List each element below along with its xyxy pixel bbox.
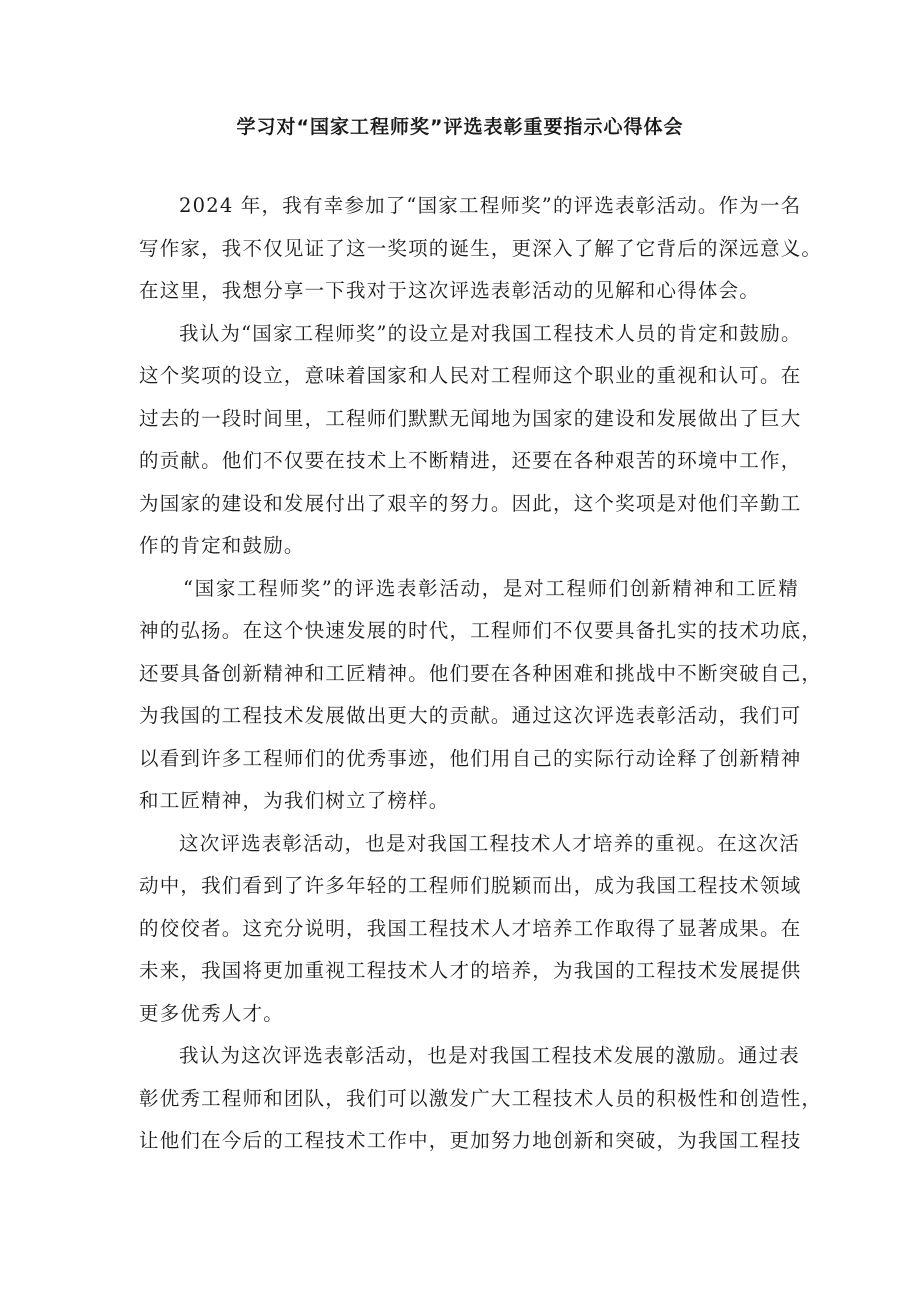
document-body [139,185,823,1163]
paragraph-2-line-2: 这个奖项的设立，意味着国家和人民对工程师这个职业的重视和认可。在 [139,364,802,387]
paragraph-3-line-6: 和工匠精神，为我们树立了榜样。 [139,789,450,812]
paragraph-4-line-3: 的佼佼者。这充分说明，我国工程技术人才培养工作取得了显著成果。在 [139,916,802,940]
paragraph-2-line-1: 我认为“国家工程师奖”的设立是对我国工程技术人员的肯定和鼓励。 [179,321,802,345]
paragraph-4-line-4: 未来，我国将更加重视工程技术人才的培养，为我国的工程技术发展提供 [139,959,802,982]
paragraph-3-line-3: 还要具备创新精神和工匠精神。他们要在各种困难和挑战中不断突破自己， [139,661,823,685]
paragraph-3-line-2: 神的弘扬。在这个快速发展的时代，工程师们不仅要具备扎实的技术功底， [139,619,823,642]
paragraph-1-line-1: 2024 年，我有幸参加了“国家工程师奖”的评选表彰活动。作为一名 [179,194,802,217]
paragraph-5-line-3: 让他们在今后的工程技术工作中，更加努力地创新和突破，为我国工程技 [139,1129,802,1152]
paragraph-5-line-2: 彰优秀工程师和团队，我们可以激发广大工程技术人员的积极性和创造性， [139,1086,823,1110]
document-title: 学习对“国家工程师奖”评选表彰重要指示心得体会 [236,116,684,138]
paragraph-2-line-5: 为国家的建设和发展付出了艰辛的努力。因此，这个奖项是对他们辛勤工 [139,491,802,515]
paragraph-1-line-3: 在这里，我想分享一下我对于这次评选表彰活动的见解和心得体会。 [139,279,761,302]
paragraph-1-line-2: 写作家，我不仅见证了这一奖项的诞生，更深入了解了它背后的深远意义。 [139,236,823,260]
paragraph-2-line-4: 的贡献。他们不仅要在技术上不断精进，还要在各种艰苦的环境中工作， [139,449,802,472]
paragraph-4-line-5: 更多优秀人才。 [139,1001,284,1025]
paragraph-4-line-2: 动中，我们看到了许多年轻的工程师们脱颖而出，成为我国工程技术领域 [139,874,802,897]
paragraph-3-line-5: 以看到许多工程师们的优秀事迹，他们用自己的实际行动诠释了创新精神 [139,746,802,770]
paragraph-3-line-1: “国家工程师奖”的评选表彰活动，是对工程师们创新精神和工匠精 [183,576,799,600]
paragraph-2-line-3: 过去的一段时间里，工程师们默默无闻地为国家的建设和发展做出了巨大 [139,406,802,430]
paragraph-2-line-6: 作的肯定和鼓励。 [139,534,305,557]
paragraph-3-line-4: 为我国的工程技术发展做出更大的贡献。通过这次评选表彰活动，我们可 [139,704,802,727]
paragraph-4-line-1: 这次评选表彰活动，也是对我国工程技术人才培养的重视。在这次活 [179,831,801,855]
paragraph-5-line-1: 我认为这次评选表彰活动，也是对我国工程技术发展的激励。通过表 [179,1044,801,1067]
